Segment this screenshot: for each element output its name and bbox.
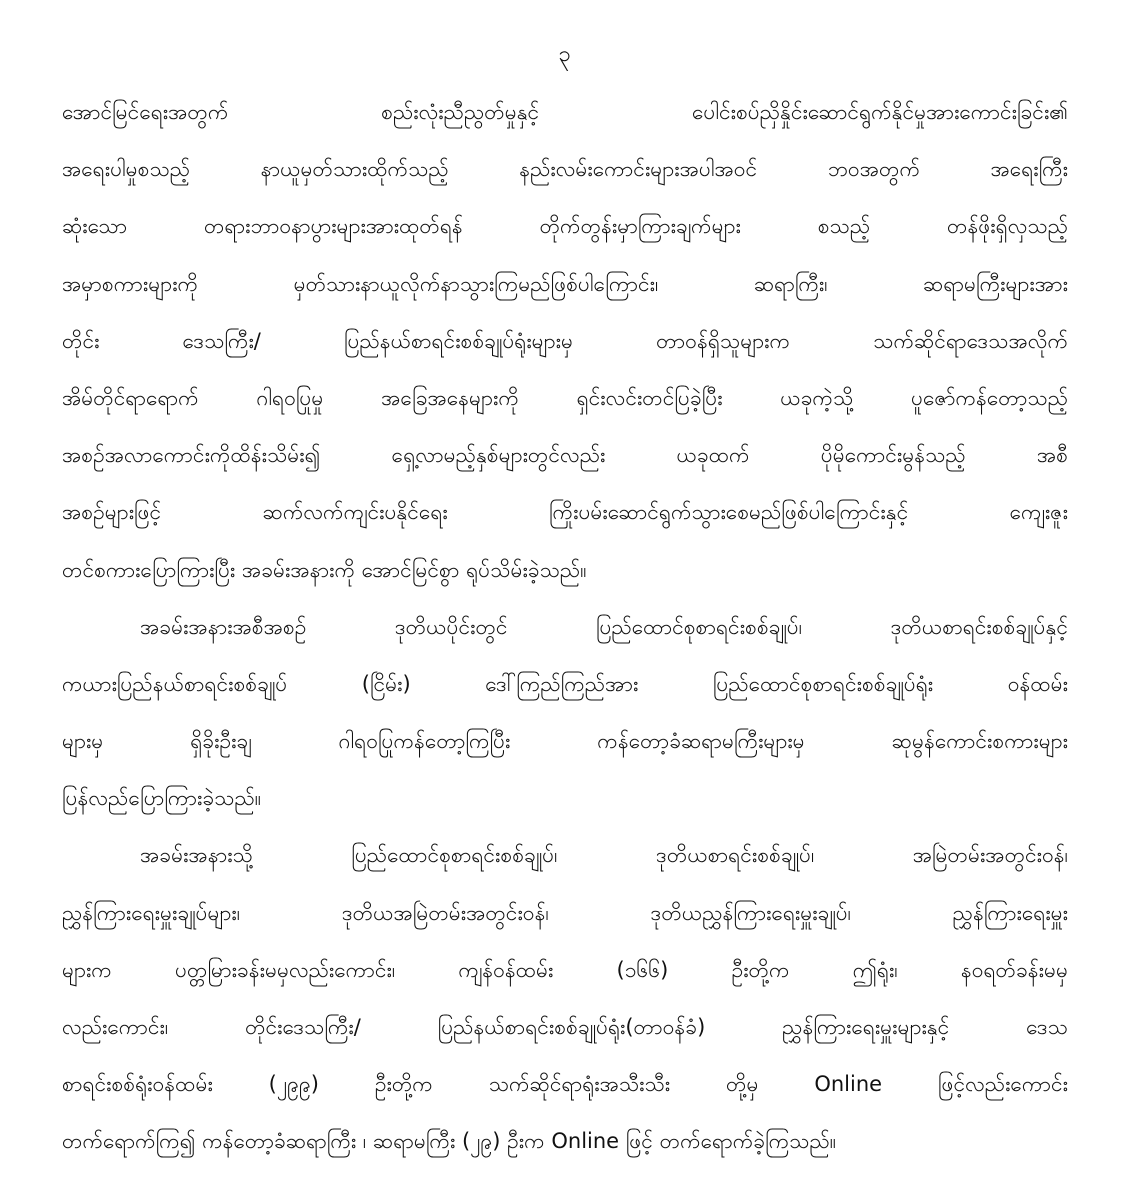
- paragraph-line: တိုင်း ဒေသကြီး/ ပြည်နယ်စာရင်းစစ်ချုပ်ရုံးများမှ တာဝန်ရှိသူများက သက်ဆိုင်ရာဒေသအလိုက်: [62, 328, 1068, 353]
- paragraph-line: အမှာစကားများကို မှတ်သားနာယူလိုက်နာသွားကြမည်ဖြစ်ပါကြောင်း၊ ဆရာကြီး၊ ဆရာမကြီးများအား: [62, 271, 1068, 296]
- paragraph-line: ညွှန်ကြားရေးမှူးချုပ်များ၊ ဒုတိယအမြဲတမ်းအတွင်းဝန်၊ ဒုတိယညွှန်ကြားရေးမှူးချုပ်၊ ညွှန်ကြားရေးမှူး: [62, 900, 1068, 925]
- paragraph-line: အခမ်းအနားသို့ ပြည်ထောင်စုစာရင်းစစ်ချုပ်၊ ဒုတိယစာရင်းစစ်ချုပ်၊ အမြဲတမ်းအတွင်းဝန်၊: [140, 843, 1068, 868]
- paragraph-line: စာရင်းစစ်ရုံးဝန်ထမ်း (၂၉၉) ဦးတို့က သက်ဆိုင်ရာရုံးအသီးသီး တို့မှ Online ဖြင့်လည်းကောင်း: [62, 1072, 1068, 1097]
- paragraph-line: အစဉ်အလာကောင်းကိုထိန်းသိမ်း၍ ရှေ့လာမည့်နှစ်များတွင်လည်း ယခုထက် ပိုမိုကောင်းမွန်သည့် အစီ: [62, 443, 1068, 468]
- paragraph-line: အိမ်တိုင်ရာရောက် ဂါရဝပြုမှု အခြေအနေများကို ရှင်းလင်းတင်ပြခဲ့ပြီး ယခုကဲ့သို့ ပူဇော်ကန်တော့သည့်: [62, 385, 1068, 410]
- paragraph-line: များက ပတ္တမြားခန်းမမှလည်းကောင်း၊ ကျန်ဝန်ထမ်း (၁၆၆) ဦးတို့က ဤရုံး၊ နဝရတ်ခန်းမမှ: [62, 957, 1068, 982]
- paragraph-line: အောင်မြင်ရေးအတွက် စည်းလုံးညီညွတ်မှုနှင့် ပေါင်းစပ်ညှိနှိုင်းဆောင်ရွက်နိုင်မှုအားကောင်းခြင်း၏: [62, 100, 1068, 124]
- paragraph-line: တင်စကားပြောကြားပြီး အခမ်းအနားကို အောင်မြင်စွာ ရုပ်သိမ်းခဲ့သည်။: [62, 557, 587, 582]
- paragraph-line: လည်းကောင်း၊ တိုင်းဒေသကြီး/ ပြည်နယ်စာရင်းစစ်ချုပ်ရုံး(တာဝန်ခံ) ညွှန်ကြားရေးမှူးများနှင့် ဒေသ: [62, 1015, 1068, 1039]
- paragraph-line: ကယားပြည်နယ်စာရင်းစစ်ချုပ် (ငြိမ်း) ဒေါ်ကြည်ကြည်အား ပြည်ထောင်စုစာရင်းစစ်ချုပ်ရုံး ဝန်ထမ်း: [62, 671, 1068, 696]
- paragraph-line: များမှ ရှိခိုးဦးချ ဂါရဝပြုကန်တော့ကြပြီး ကန်တော့ခံဆရာမကြီးများမှ ဆုမွန်ကောင်းစကားများ: [62, 729, 1068, 754]
- paragraph-line: တက်ရောက်ကြ၍ ကန်တော့ခံဆရာကြီး ၊ ဆရာမကြီး (၂၉) ဦးက Online ဖြင့် တက်ရောက်ခဲ့ကြသည်။: [62, 1129, 837, 1154]
- paragraph-1: [62, 84, 1068, 599]
- page-number: ၃: [558, 42, 571, 67]
- paragraph-line: အရေးပါမှုစသည့် နာယူမှတ်သားထိုက်သည့် နည်းလမ်းကောင်းများအပါအဝင် ဘဝအတွက် အရေးကြီး: [62, 157, 1068, 182]
- paragraph-line: ပြန်လည်ပြောကြားခဲ့သည်။: [62, 786, 262, 811]
- paragraph-line: ဆုံးသော တရားဘာဝနာပွားများအားထုတ်ရန် တိုက်တွန်းမှာကြားချက်များ စသည့် တန်ဖိုးရှိလှသည့်: [62, 214, 1068, 239]
- paragraph-3: [62, 827, 1068, 1170]
- document-body: [62, 84, 1068, 1171]
- paragraph-line: အစဉ်များဖြင့် ဆက်လက်ကျင်းပနိုင်ရေး ကြိုးပမ်းဆောင်ရွက်သွားစေမည်ဖြစ်ပါကြောင်းနှင့် ကျေးဇူး: [62, 500, 1068, 525]
- paragraph-2: [62, 599, 1068, 828]
- paragraph-line: အခမ်းအနားအစီအစဉ် ဒုတိယပိုင်းတွင် ပြည်ထောင်စုစာရင်းစစ်ချုပ်၊ ဒုတိယစာရင်းစစ်ချုပ်နှင့်: [140, 614, 1068, 639]
